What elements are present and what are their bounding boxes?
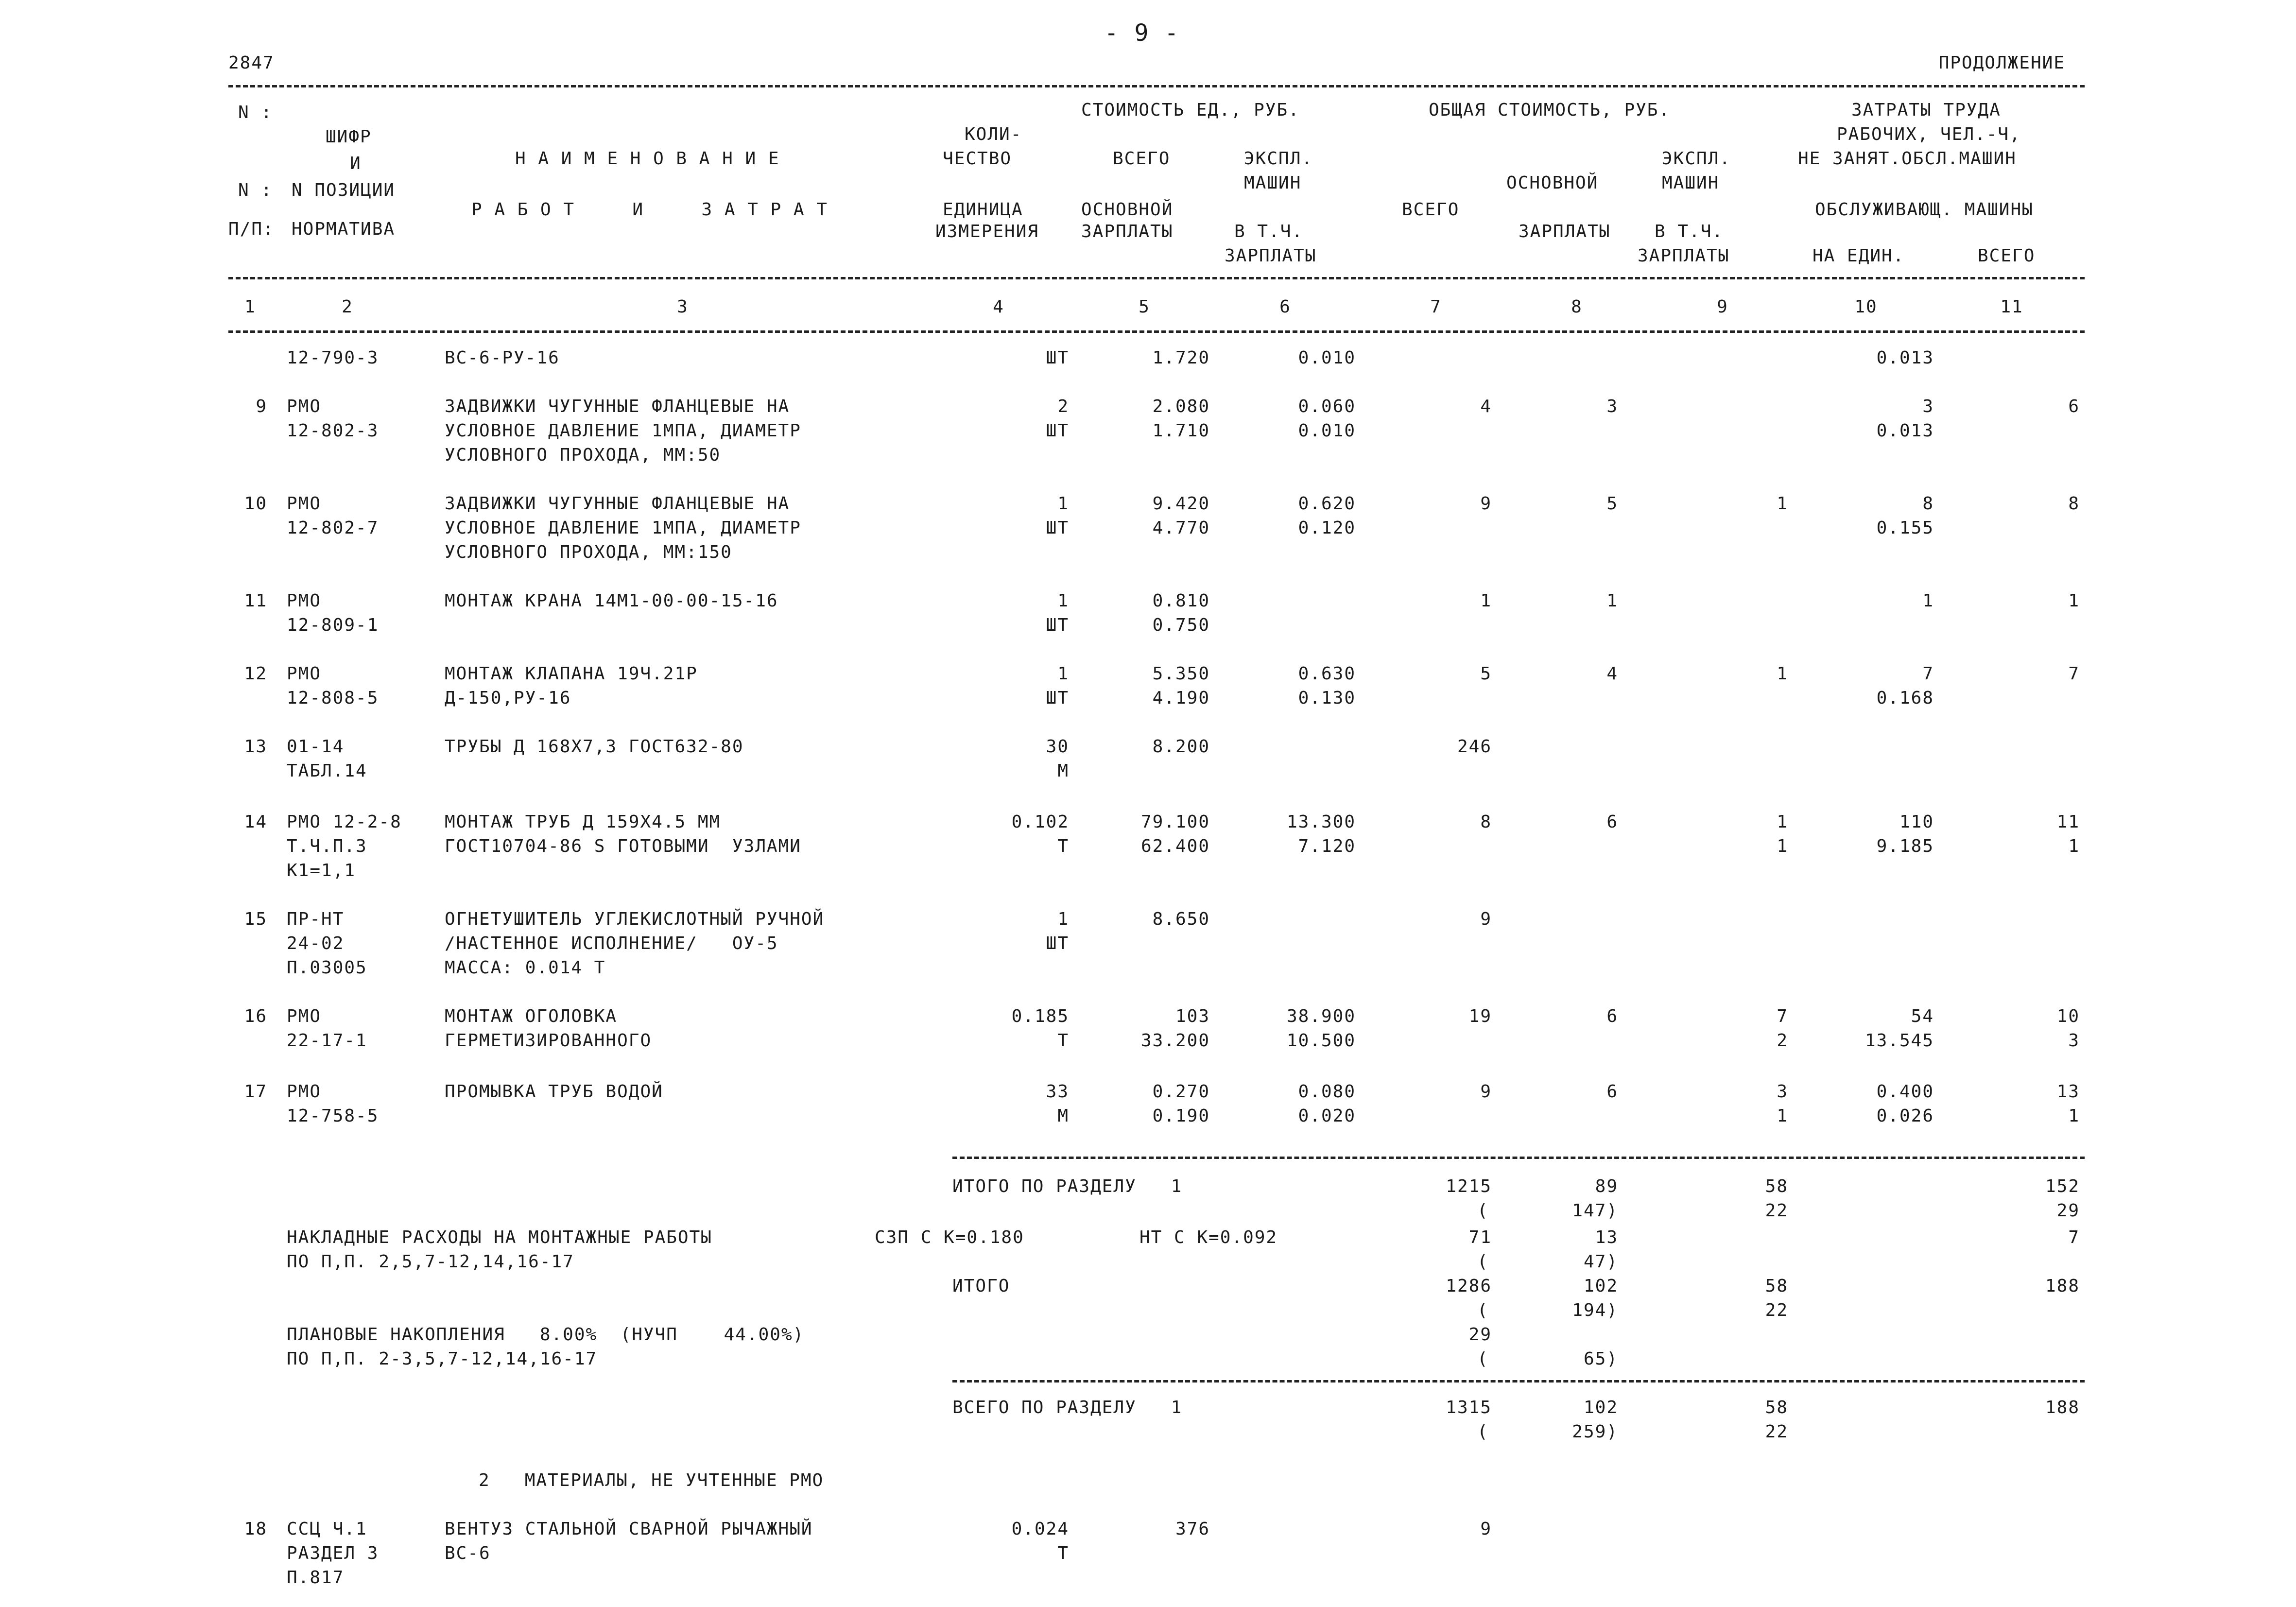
- row-qty: М: [1057, 761, 1069, 781]
- row-name: МОНТАЖ КРАНА 14М1-00-00-15-16: [445, 591, 778, 611]
- row-code: ТАБЛ.14: [287, 761, 367, 781]
- row-machine-cost: 38.900: [1286, 1006, 1356, 1026]
- row-machine-cost: 0.010: [1298, 421, 1356, 441]
- row-code: ССЦ Ч.1: [287, 1519, 367, 1539]
- row-name: МОНТАЖ ТРУБ Д 159Х4.5 ММ: [445, 812, 721, 832]
- header-top-rule: [228, 85, 2085, 87]
- row-number: 9: [256, 397, 267, 416]
- row-machine-total: 1: [1777, 494, 1788, 514]
- header-name: Н А И М Е Н О В А Н И Е: [515, 149, 780, 169]
- paren: (: [1477, 1422, 1489, 1442]
- row-name: /НАСТЕННОЕ ИСПОЛНЕНИЕ/ ОУ-5: [445, 933, 778, 953]
- row-number: 15: [244, 909, 267, 929]
- total-value: 58: [1765, 1276, 1788, 1296]
- total-value: 29: [1468, 1325, 1492, 1345]
- row-unit-cost: 4.190: [1152, 688, 1210, 708]
- header-labor: НА ЕДИН.: [1813, 246, 1905, 266]
- row-unit-cost: 9.420: [1152, 494, 1210, 514]
- row-labor-total: 6: [2068, 397, 2080, 416]
- header-num: N :: [238, 103, 273, 122]
- row-unit-cost: 8.200: [1152, 737, 1210, 757]
- row-labor-unit: 1: [1922, 591, 1934, 611]
- column-number: 9: [1717, 297, 1728, 317]
- row-code: 12-758-5: [287, 1106, 379, 1126]
- column-number: 1: [244, 297, 256, 317]
- paren: (: [1477, 1349, 1489, 1369]
- row-machine-cost: 0.130: [1298, 688, 1356, 708]
- header-qty: ИЗМЕРЕНИЯ: [935, 222, 1039, 242]
- row-unit-cost: 103: [1175, 1006, 1210, 1026]
- total-value: 58: [1765, 1176, 1788, 1196]
- row-name: Д-150,РУ-16: [445, 688, 571, 708]
- row-qty: 30: [1046, 737, 1069, 757]
- row-qty: ШТ: [1046, 615, 1069, 635]
- row-base-salary: 5: [1606, 494, 1618, 514]
- total-value: 58: [1765, 1398, 1788, 1417]
- row-machine-cost: 0.620: [1298, 494, 1356, 514]
- row-name: УСЛОВНОЕ ДАВЛЕНИЕ 1МПА, ДИАМЕТР: [445, 518, 801, 538]
- row-base-salary: 6: [1606, 1082, 1618, 1102]
- overhead-coefficient: СЗП С К=0.180: [875, 1227, 1024, 1247]
- header-cipher: ШИФР: [326, 127, 372, 147]
- row-total: 9: [1480, 909, 1492, 929]
- row-total: 9: [1480, 494, 1492, 514]
- column-number: 3: [677, 297, 689, 317]
- row-unit-cost: 1.720: [1152, 348, 1210, 368]
- row-total: 9: [1480, 1082, 1492, 1102]
- header-cipher: И: [350, 154, 362, 173]
- row-qty: 1: [1057, 591, 1069, 611]
- total-value: 89: [1595, 1176, 1618, 1196]
- row-labor-unit: 8: [1922, 494, 1934, 514]
- row-name: МАССА: 0.014 Т: [445, 958, 606, 978]
- row-name: ВС-6: [445, 1543, 491, 1563]
- header-machines: В Т.Ч.: [1234, 222, 1304, 242]
- row-unit-cost: 2.080: [1152, 397, 1210, 416]
- row-labor-total: 11: [2056, 812, 2080, 832]
- row-labor-unit: 0.026: [1876, 1106, 1934, 1126]
- row-number: 12: [244, 664, 267, 684]
- column-number: 2: [342, 297, 353, 317]
- row-name: ГОСТ10704-86 S ГОТОВЫМИ УЗЛАМИ: [445, 836, 801, 856]
- overhead-label: ПО П,П. 2,5,7-12,14,16-17: [287, 1252, 574, 1272]
- row-machine-cost: 0.630: [1298, 664, 1356, 684]
- column-number: 7: [1430, 297, 1442, 317]
- row-name: ВЕНТУЗ СТАЛЬНОЙ СВАРНОЙ РЫЧАЖНЫЙ: [445, 1519, 813, 1539]
- total-value: 13: [1595, 1227, 1618, 1247]
- row-code: 24-02: [287, 933, 345, 953]
- row-unit-cost: 33.200: [1140, 1031, 1210, 1051]
- total-value: 152: [2045, 1176, 2080, 1196]
- row-labor-unit: 13.545: [1864, 1031, 1934, 1051]
- total-value: 188: [2045, 1398, 2080, 1417]
- row-code: 12-802-3: [287, 421, 379, 441]
- header-unit-cost-title: СТОИМОСТЬ ЕД., РУБ.: [1081, 100, 1300, 120]
- row-base-salary: 6: [1606, 1006, 1618, 1026]
- row-qty: 33: [1046, 1082, 1069, 1102]
- row-qty: 1: [1057, 494, 1069, 514]
- row-qty: 0.185: [1011, 1006, 1069, 1026]
- row-number: 17: [244, 1082, 267, 1102]
- row-code: РМО: [287, 1006, 322, 1026]
- row-machine-total: 1: [1777, 1106, 1788, 1126]
- column-number: 6: [1279, 297, 1291, 317]
- row-name: МОНТАЖ ОГОЛОВКА: [445, 1006, 618, 1026]
- header-machines: ЗАРПЛАТЫ: [1225, 246, 1317, 266]
- row-code: РМО 12-2-8: [287, 812, 402, 832]
- row-base-salary: 6: [1606, 812, 1618, 832]
- row-name: УСЛОВНОГО ПРОХОДА, ММ:150: [445, 542, 732, 562]
- row-qty: 0.102: [1011, 812, 1069, 832]
- totals-rule: [952, 1157, 2085, 1159]
- document-code: 2847: [228, 53, 275, 73]
- row-machine-cost: 0.020: [1298, 1106, 1356, 1126]
- paren: (: [1477, 1252, 1489, 1272]
- column-number: 11: [2000, 297, 2023, 317]
- row-machine-total: 2: [1777, 1031, 1788, 1051]
- row-machine-cost: 0.120: [1298, 518, 1356, 538]
- row-unit-cost: 0.270: [1152, 1082, 1210, 1102]
- row-unit: Т: [1057, 1543, 1069, 1563]
- row-name: ТРУБЫ Д 168Х7,3 ГОСТ632-80: [445, 737, 744, 757]
- header-num: П/П:: [228, 219, 275, 239]
- total-value: 194): [1572, 1300, 1618, 1320]
- row-name: УСЛОВНОЕ ДАВЛЕНИЕ 1МПА, ДИАМЕТР: [445, 421, 801, 441]
- itogo-label: ИТОГО: [952, 1276, 1010, 1296]
- header-labor: ОБСЛУЖИВАЮЩ. МАШИНЫ: [1815, 200, 2034, 220]
- grand-total-rule: [952, 1380, 2085, 1382]
- row-number: 10: [244, 494, 267, 514]
- row-total: 1: [1480, 591, 1492, 611]
- row-machine-cost: 0.060: [1298, 397, 1356, 416]
- total-value: 29: [2056, 1201, 2080, 1221]
- row-total: 9: [1480, 1519, 1492, 1539]
- row-code: РМО: [287, 664, 322, 684]
- row-labor-total: 1: [2068, 591, 2080, 611]
- row-machine-total: 1: [1777, 664, 1788, 684]
- total-value: 22: [1765, 1300, 1788, 1320]
- row-unit-cost: 62.400: [1140, 836, 1210, 856]
- header-unit-cost: ВСЕГО: [1113, 149, 1171, 169]
- row-unit-cost: 4.770: [1152, 518, 1210, 538]
- row-qty: ШТ: [1046, 348, 1069, 368]
- header-total: МАШИН: [1662, 173, 1720, 193]
- row-number: 14: [244, 812, 267, 832]
- header-total: ЗАРПЛАТЫ: [1638, 246, 1730, 266]
- header-num: N :: [238, 180, 273, 200]
- row-machine-cost: 7.120: [1298, 836, 1356, 856]
- header-machines: ЭКСПЛ.: [1244, 149, 1313, 169]
- row-labor-total: 3: [2068, 1031, 2080, 1051]
- header-labor: ЗАТРАТЫ ТРУДА: [1851, 100, 2001, 120]
- row-code: 12-802-7: [287, 518, 379, 538]
- planned-accumulation-label: ПО П,П. 2-3,5,7-12,14,16-17: [287, 1349, 598, 1369]
- section-total-label: ИТОГО ПО РАЗДЕЛУ 1: [952, 1176, 1183, 1196]
- row-labor-unit: 3: [1922, 397, 1934, 416]
- row-name: ЗАДВИЖКИ ЧУГУННЫЕ ФЛАНЦЕВЫЕ НА: [445, 397, 790, 416]
- row-machine-cost: 10.500: [1286, 1031, 1356, 1051]
- overhead-coefficient: НТ С К=0.092: [1139, 1227, 1278, 1247]
- row-unit-cost: 0.750: [1152, 615, 1210, 635]
- row-base-salary: 1: [1606, 591, 1618, 611]
- row-qty: 2: [1057, 397, 1069, 416]
- row-labor-unit: 7: [1922, 664, 1934, 684]
- row-total: 8: [1480, 812, 1492, 832]
- row-number: 18: [244, 1519, 267, 1539]
- header-bottom-rule: [228, 330, 2085, 333]
- row-qty: 0.024: [1011, 1519, 1069, 1539]
- row-code: 12-809-1: [287, 615, 379, 635]
- overhead-label: НАКЛАДНЫЕ РАСХОДЫ НА МОНТАЖНЫЕ РАБОТЫ: [287, 1227, 712, 1247]
- row-name: МОНТАЖ КЛАПАНА 19Ч.21Р: [445, 664, 698, 684]
- row-base-salary: 4: [1606, 664, 1618, 684]
- section-title: 2 МАТЕРИАЛЫ, НЕ УЧТЕННЫЕ РМО: [479, 1470, 824, 1490]
- row-code: РМО: [287, 494, 322, 514]
- row-labor-unit: 0.013: [1876, 421, 1934, 441]
- column-number: 5: [1139, 297, 1150, 317]
- total-value: 22: [1765, 1422, 1788, 1442]
- total-value: 71: [1468, 1227, 1492, 1247]
- row-labor-unit: 54: [1911, 1006, 1934, 1026]
- header-total: ВСЕГО: [1402, 200, 1460, 220]
- row-number: 13: [244, 737, 267, 757]
- row-labor-unit: 0.168: [1876, 688, 1934, 708]
- row-machine-cost: 13.300: [1286, 812, 1356, 832]
- row-code: К1=1,1: [287, 861, 356, 881]
- column-number: 4: [993, 297, 1004, 317]
- row-number: 11: [244, 591, 267, 611]
- row-unit-cost: 0.810: [1152, 591, 1210, 611]
- header-labor: ВСЕГО: [1978, 246, 2036, 266]
- row-labor-unit: 110: [1899, 812, 1934, 832]
- row-qty: ШТ: [1046, 421, 1069, 441]
- total-value: 47): [1583, 1252, 1618, 1272]
- row-labor-total: 8: [2068, 494, 2080, 514]
- row-machine-cost: 0.080: [1298, 1082, 1356, 1102]
- row-machine-cost: 0.010: [1298, 348, 1356, 368]
- row-machine-total: 1: [1777, 812, 1788, 832]
- header-labor: НЕ ЗАНЯТ.ОБСЛ.МАШИН: [1798, 149, 2017, 169]
- row-qty: 1: [1057, 664, 1069, 684]
- row-labor-unit: 0.013: [1876, 348, 1934, 368]
- total-value: 7: [2068, 1227, 2080, 1247]
- header-total: ОСНОВНОЙ: [1506, 173, 1599, 193]
- total-value: 65): [1583, 1349, 1618, 1369]
- row-labor-total: 1: [2068, 836, 2080, 856]
- total-value: 1286: [1446, 1276, 1492, 1296]
- header-rule: [228, 277, 2085, 279]
- header-qty: КОЛИ-: [965, 124, 1022, 144]
- header-total-title: ОБЩАЯ СТОИМОСТЬ, РУБ.: [1429, 100, 1671, 120]
- row-unit-cost: 8.650: [1152, 909, 1210, 929]
- row-name: ГЕРМЕТИЗИРОВАННОГО: [445, 1031, 652, 1051]
- header-unit-cost: ОСНОВНОЙ: [1081, 200, 1174, 220]
- row-labor-unit: 0.155: [1876, 518, 1934, 538]
- total-value: 188: [2045, 1276, 2080, 1296]
- row-machine-total: 7: [1777, 1006, 1788, 1026]
- header-total: ЗАРПЛАТЫ: [1519, 222, 1611, 242]
- row-labor-total: 13: [2056, 1082, 2080, 1102]
- row-name: УСЛОВНОГО ПРОХОДА, ММ:50: [445, 445, 721, 465]
- row-code: Т.Ч.П.3: [287, 836, 367, 856]
- row-code: П.03005: [287, 958, 367, 978]
- continuation-label: ПРОДОЛЖЕНИЕ: [1938, 53, 2065, 73]
- header-cipher: N ПОЗИЦИИ: [292, 180, 396, 200]
- row-labor-unit: 0.400: [1876, 1082, 1934, 1102]
- row-qty: 1: [1057, 909, 1069, 929]
- page-number: - 9 -: [1104, 19, 1180, 47]
- column-number: 8: [1571, 297, 1583, 317]
- row-labor-total: 7: [2068, 664, 2080, 684]
- total-value: 259): [1572, 1422, 1618, 1442]
- row-qty: Т: [1057, 836, 1069, 856]
- total-value: 102: [1583, 1398, 1618, 1417]
- total-value: 22: [1765, 1201, 1788, 1221]
- row-qty: ШТ: [1046, 518, 1069, 538]
- row-labor-unit: 9.185: [1876, 836, 1934, 856]
- row-unit-cost: 376: [1175, 1519, 1210, 1539]
- row-qty: ШТ: [1046, 688, 1069, 708]
- row-code: 12-808-5: [287, 688, 379, 708]
- planned-accumulation-label: ПЛАНОВЫЕ НАКОПЛЕНИЯ 8.00% (НУЧП 44.00%): [287, 1325, 805, 1345]
- paren: (: [1477, 1201, 1489, 1221]
- row-code: ПР-НТ: [287, 909, 345, 929]
- row-total: 19: [1468, 1006, 1492, 1026]
- row-number: 16: [244, 1006, 267, 1026]
- row-unit-cost: 5.350: [1152, 664, 1210, 684]
- total-value: 1315: [1446, 1398, 1492, 1417]
- row-unit-cost: 79.100: [1140, 812, 1210, 832]
- row-unit-cost: 1.710: [1152, 421, 1210, 441]
- row-total: 246: [1457, 737, 1492, 757]
- row-code: РМО: [287, 591, 322, 611]
- row-code: 22-17-1: [287, 1031, 367, 1051]
- header-qty: ЕДИНИЦА: [943, 200, 1023, 220]
- row-base-salary: 3: [1606, 397, 1618, 416]
- row-name: ВС-6-РУ-16: [445, 348, 560, 368]
- row-qty: ШТ: [1046, 933, 1069, 953]
- total-value: 147): [1572, 1201, 1618, 1221]
- row-name: ЗАДВИЖКИ ЧУГУННЫЕ ФЛАНЦЕВЫЕ НА: [445, 494, 790, 514]
- row-labor-total: 10: [2056, 1006, 2080, 1026]
- column-number: 10: [1854, 297, 1878, 317]
- row-labor-total: 1: [2068, 1106, 2080, 1126]
- row-code: РАЗДЕЛ 3: [287, 1543, 379, 1563]
- row-code: РМО: [287, 1082, 322, 1102]
- row-qty: Т: [1057, 1031, 1069, 1051]
- header-unit-cost: ЗАРПЛАТЫ: [1081, 222, 1174, 242]
- header-total: ЭКСПЛ.: [1662, 149, 1731, 169]
- header-name: Р А Б О Т И З А Т Р А Т: [471, 200, 828, 220]
- paren: (: [1477, 1300, 1489, 1320]
- total-value: 102: [1583, 1276, 1618, 1296]
- row-code: П.817: [287, 1568, 345, 1588]
- row-code: РМО: [287, 397, 322, 416]
- row-code: 12-790-3: [287, 348, 379, 368]
- total-value: 1215: [1446, 1176, 1492, 1196]
- row-name: ПРОМЫВКА ТРУБ ВОДОЙ: [445, 1082, 663, 1102]
- row-unit-cost: 0.190: [1152, 1106, 1210, 1126]
- header-machines: МАШИН: [1244, 173, 1302, 193]
- grand-total-label: ВСЕГО ПО РАЗДЕЛУ 1: [952, 1398, 1183, 1417]
- header-total: В Т.Ч.: [1655, 222, 1724, 242]
- row-machine-total: 3: [1777, 1082, 1788, 1102]
- row-machine-total: 1: [1777, 836, 1788, 856]
- header-labor: РАБОЧИХ, ЧЕЛ.-Ч,: [1837, 124, 2021, 144]
- row-name: ОГНЕТУШИТЕЛЬ УГЛЕКИСЛОТНЫЙ РУЧНОЙ: [445, 909, 825, 929]
- header-cipher: НОРМАТИВА: [292, 219, 396, 239]
- row-total: 4: [1480, 397, 1492, 416]
- row-qty: М: [1057, 1106, 1069, 1126]
- header-qty: ЧЕСТВО: [943, 149, 1012, 169]
- row-total: 5: [1480, 664, 1492, 684]
- row-code: 01-14: [287, 737, 345, 757]
